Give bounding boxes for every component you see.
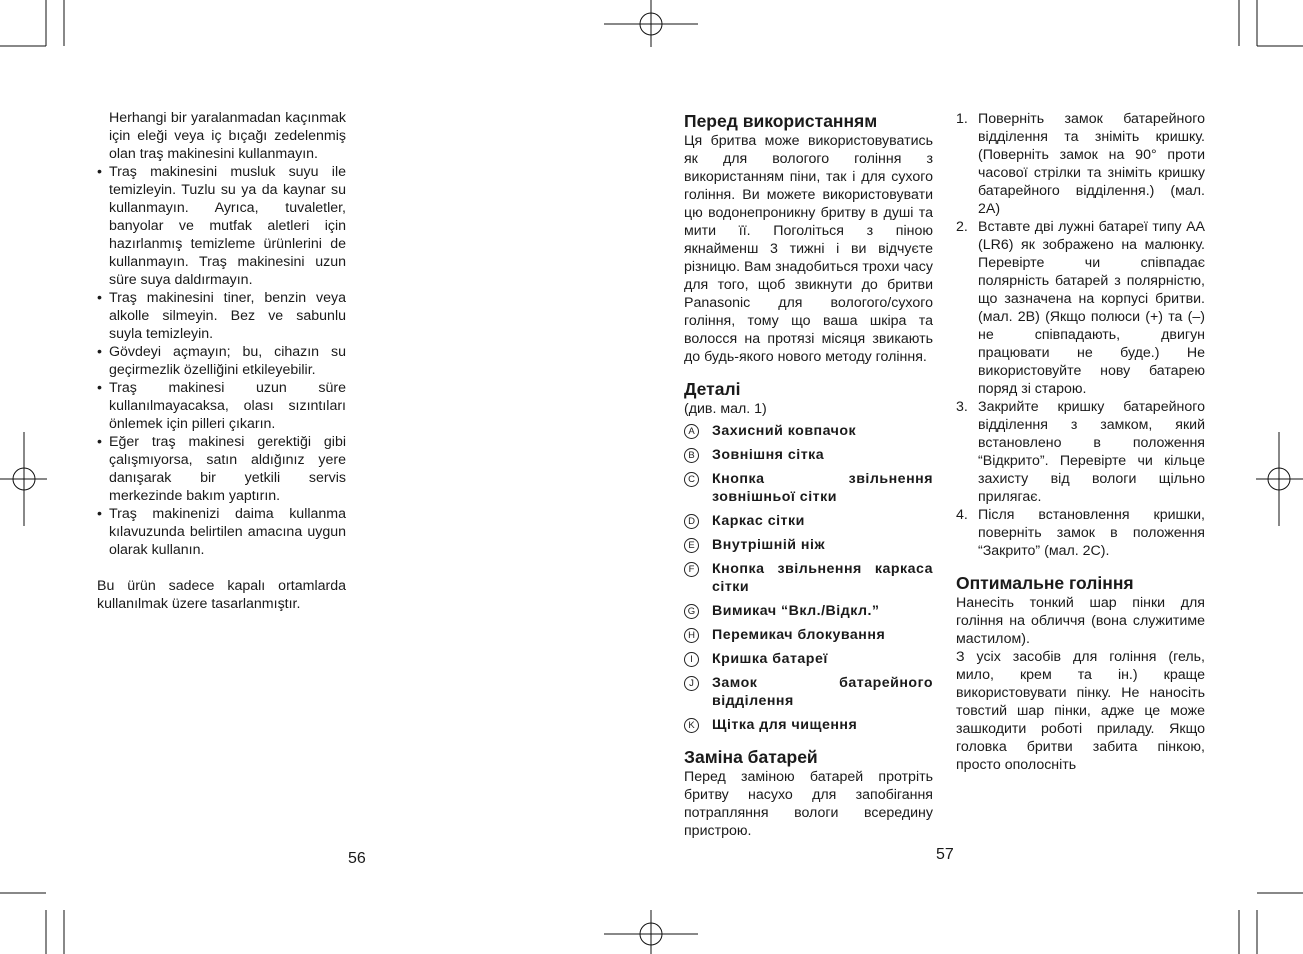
section-heading: Заміна батарей [684, 747, 818, 767]
page-number: 56 [348, 850, 366, 867]
parts-subheading: (див. мал. 1) [684, 401, 767, 417]
section-heading: Деталі [684, 379, 741, 399]
marker-c-icon: C [684, 472, 699, 487]
step-number: 1. [956, 111, 968, 127]
left-page-column [97, 109, 346, 613]
marker-b-icon: B [684, 448, 699, 463]
marker-h-icon: H [684, 628, 699, 643]
list-item [956, 398, 1205, 506]
bullet-item: • Traş makinesini musluk suyu ile temizleyin. Tuzlu su ya da kaynar su kullanmayın. Ayrıca, tuvaletler, banyolar ve mutfak aletleri için hazırlanmış temizleme ürünlerini de kullanmayın. Traş makinesini uzun süre suya daldırmayın. [97, 163, 346, 289]
list-item [684, 422, 933, 440]
parts-list [684, 422, 933, 734]
step-text: Закрийте кришку батарейного відділення з замком, який встановлено в положення “Відкрито”. Перевірте чи кільце захисту від вологи щільно прилягає. [978, 399, 1205, 505]
marker-j-icon: J [684, 676, 699, 691]
part-label: Захисний ковпачок [712, 423, 857, 439]
marker-g-icon: G [684, 604, 699, 619]
list-item [684, 674, 933, 710]
bullet-item: • Gövdeyi açmayın; bu, cihazın su geçirmezlik özelliğini etkileyebilir. [97, 343, 346, 379]
list-item [956, 110, 1205, 218]
optimal-text-1: Нанесіть тонкий шар пінки для гоління на обличчя (вона служитиме мастилом). [956, 595, 1205, 647]
list-item [684, 626, 933, 644]
bullet-item: • Traş makinesini tiner, benzin veya alkolle silmeyin. Bez ve sabunlu suyla temizleyin. [97, 289, 346, 343]
marker-d-icon: D [684, 514, 699, 529]
list-item [684, 536, 933, 554]
part-label: Перемикач блокування [712, 627, 886, 643]
section-heading: Перед використанням [684, 111, 878, 131]
bullet-item: • Traş makinenizi daima kullanma kılavuzunda belirtilen amacına uygun olarak kullanın. [97, 505, 346, 559]
bullet-item: • Eğer traş makinesi gerektiği gibi çalışmıyorsa, satın aldığınız yere danışarak bir yetkili servis merkezinde bakım yaptırın. [97, 433, 346, 505]
list-item [956, 218, 1205, 398]
part-label: Щітка для чищення [712, 717, 858, 733]
list-item [956, 506, 1205, 560]
bullet-item: • Traş makinesi uzun süre kullanılmayacaksa, olası sızıntıları önlemek için pilleri çıkarın. [97, 379, 346, 433]
list-item [684, 446, 933, 464]
page-number: 57 [936, 846, 954, 863]
marker-f-icon: F [684, 562, 699, 577]
part-label: Зовнішня сітка [712, 447, 825, 463]
step-number: 4. [956, 507, 968, 523]
step-number: 2. [956, 219, 968, 235]
part-label: Кришка батареї [712, 651, 828, 667]
marker-k-icon: K [684, 718, 699, 733]
part-label: Кнопка звільнення каркаса сітки [712, 561, 933, 595]
optimal-text-2: З усіх засобів для гоління (гель, мило, крем та ін.) краще використовувати пінку. Не наносіть товстий шар пінки, адже це може зашкодити роботі приладу. Якщо головка бритви забита пінкою, просто ополосніть [956, 649, 1205, 773]
part-label: Вимикач “Вкл./Відкл.” [712, 603, 880, 619]
list-item [684, 602, 933, 620]
marker-i-icon: I [684, 652, 699, 667]
right-page-column-1 [684, 110, 933, 840]
marker-a-icon: A [684, 424, 699, 439]
indoor-use-note: Bu ürün sadece kapalı ortamlarda kullanılmak üzere tasarlanmıştır. [97, 578, 346, 612]
part-label: Замок батарейного відділення [712, 675, 933, 709]
marker-e-icon: E [684, 538, 699, 553]
part-label: Каркас сітки [712, 513, 805, 529]
list-item [684, 650, 933, 668]
step-number: 3. [956, 399, 968, 415]
before-use-text: Ця бритва може використовуватись як для вологого гоління з використанням піни, так і для сухого гоління. Ви можете використовувати цю водонепроникну бритву в душі та мити її. Поголіться з піною якнайменш 3 тижні і ви відчуєте різницю. Вам знадобиться трохи часу для того, щоб звикнути до бритви Panasonic для вологого/сухого гоління, тому що ваша шкіра та волосся на протязі місяця звикають до будь-якого нового методу гоління. [684, 133, 933, 365]
list-item [684, 512, 933, 530]
step-text: Після встановлення кришки, поверніть замок в положення “Закрито” (мал. 2C). [978, 507, 1205, 559]
battery-steps-list [956, 110, 1205, 560]
intro-paragraph: Herhangi bir yaralanmadan kaçınmak için eleği veya iç bıçağı zedelenmiş olan traş makinesini kullanmayın. [109, 110, 346, 162]
part-label: Кнопка звільнення зовнішньої сітки [712, 471, 933, 505]
section-heading: Оптимальне гоління [956, 573, 1134, 593]
step-text: Поверніть замок батарейного відділення та зніміть кришку. (Поверніть замок на 90° проти часової стрілки та зніміть кришку батарейного відділення.) (мал. 2A) [978, 111, 1205, 217]
list-item [684, 716, 933, 734]
battery-intro: Перед заміною батарей протріть бритву насухо для запобігання потрапляння вологи всередину пристрою. [684, 769, 933, 839]
step-text: Вставте дві лужні батареї типу AA (LR6) як зображено на малюнку. Перевірте чи співпадає полярність батарей з полярністю, що зазначена на корпусі бритви. (мал. 2B) (Якщо полюси (+) та (–) не співпадають, двигун працювати не буде.) Не використовуйте нову батарею поряд зі старою. [978, 219, 1205, 397]
right-page-column-2 [956, 110, 1205, 774]
list-item [684, 560, 933, 596]
part-label: Внутрішній ніж [712, 537, 826, 553]
list-item [684, 470, 933, 506]
